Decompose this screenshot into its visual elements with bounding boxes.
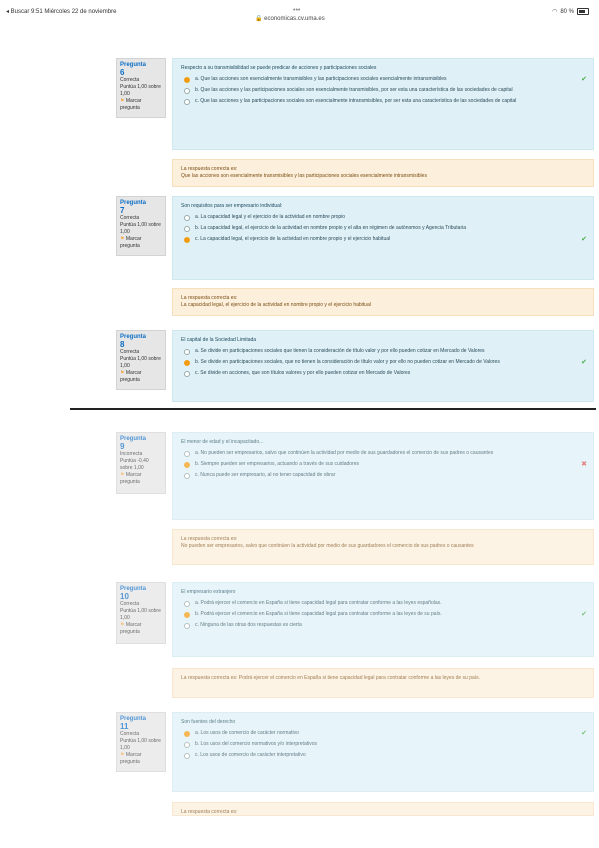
question-state: Correcta — [120, 601, 140, 607]
flag-question-link[interactable] — [120, 472, 162, 486]
answer-option[interactable] — [181, 236, 585, 243]
question-label: Pregunta — [120, 200, 147, 206]
answer-text: b. Que las acciones y las participaciones sociales son esencialmente transmisibles, por ser esta una característica de las sociedades de capital — [195, 87, 513, 93]
question-box — [172, 432, 594, 520]
status-left: ◂ Buscar 9:51 Miércoles 22 de noviembre — [6, 9, 117, 15]
battery-level: 80 % — [560, 8, 574, 15]
flag-question-link[interactable] — [120, 236, 162, 250]
feedback-title: La respuesta correcta es: — [181, 809, 238, 815]
flag-label: Marcar pregunta — [120, 98, 142, 111]
radio-icon[interactable] — [184, 371, 190, 377]
flag-question-link[interactable] — [120, 752, 162, 766]
question-info — [116, 432, 166, 494]
feedback-box — [172, 288, 594, 316]
url-bar[interactable]: 🔒 economicas.cv.uma.es — [255, 16, 325, 22]
answer-option[interactable] — [181, 461, 585, 468]
question-box — [172, 196, 594, 280]
feedback-answer: No pueden ser empresarios, salvo que continúen la actividad por medio de sus guardadores el comercio de sus padres o causantes — [181, 543, 474, 549]
question-info — [116, 196, 166, 256]
check-icon: ✔ — [581, 611, 587, 618]
flag-icon: ⚑ — [120, 622, 125, 628]
answer-text: b. La capacidad legal, el ejercicio de la actividad en nombre propio y el alta en régimen de autónomos y Agencia Tributaria — [195, 225, 466, 231]
answer-text: c. Que las acciones y las participaciones sociales son esencialmente intransmisibles, por ser esta una característica de las sociedades de capital — [195, 98, 517, 104]
answer-option[interactable] — [181, 370, 585, 377]
question-score: Puntúa 1,00 sobre 1,00 — [120, 738, 161, 751]
answer-text: c. Ninguna de las otras dos respuestas es cierta — [195, 622, 302, 628]
question-score: Puntúa 1,00 sobre 1,00 — [120, 222, 161, 235]
radio-icon[interactable] — [184, 349, 190, 355]
question-text: El capital de la Sociedad Limitada — [181, 337, 257, 343]
question-info — [116, 58, 166, 118]
answer-option[interactable] — [181, 214, 585, 221]
radio-selected-icon[interactable] — [184, 462, 190, 468]
question-text: El empresario extranjero — [181, 589, 236, 595]
question-num: 10 — [120, 592, 129, 601]
question-text: Son fuentes del derecho — [181, 719, 236, 725]
question-info — [116, 712, 166, 772]
question-label: Pregunta — [120, 334, 147, 340]
answer-option[interactable] — [181, 611, 585, 618]
flag-label: Marcar pregunta — [120, 236, 142, 249]
radio-selected-icon[interactable] — [184, 77, 190, 83]
question-score: Puntúa 1,00 sobre 1,00 — [120, 84, 161, 97]
question-label: Pregunta — [120, 436, 147, 442]
feedback-answer: Que las acciones son esencialmente transmisibles y las participaciones sociales esencialmente intransmisibles — [181, 173, 427, 179]
question-number — [120, 62, 162, 77]
answer-text: b. Se divide en participaciones sociales, que no tienen la consideración de título valor y por ello no pueden cotizar en Mercado de Valores — [195, 359, 500, 365]
question-num: 11 — [120, 722, 129, 731]
check-icon: ✔ — [581, 730, 587, 737]
answer-option[interactable] — [181, 472, 585, 479]
radio-selected-icon[interactable] — [184, 612, 190, 618]
question-state: Incorrecta — [120, 451, 143, 457]
question-num: 6 — [120, 68, 125, 77]
check-icon: ✔ — [581, 236, 587, 243]
question-score: Puntúa -0,40 sobre 1,00 — [120, 458, 149, 471]
flag-question-link[interactable] — [120, 370, 162, 384]
question-box — [172, 330, 594, 402]
answer-option[interactable] — [181, 600, 585, 607]
question-num: 7 — [120, 206, 125, 215]
battery-icon — [577, 8, 589, 15]
flag-icon: ⚑ — [120, 370, 125, 376]
flag-icon: ⚑ — [120, 98, 125, 104]
check-icon: ✔ — [581, 76, 587, 83]
answer-text: c. Los usos de comercio de carácter interpretativo — [195, 752, 306, 758]
check-icon: ✔ — [581, 359, 587, 366]
question-number — [120, 586, 162, 601]
flag-label: Marcar pregunta — [120, 472, 142, 485]
feedback-title: La respuesta correcta es: — [181, 295, 238, 301]
status-bar — [0, 0, 599, 36]
question-info — [116, 582, 166, 644]
radio-selected-icon[interactable] — [184, 360, 190, 366]
radio-icon[interactable] — [184, 601, 190, 607]
answer-text: c. Nunca puede ser empresario, al no tener capacidad de obrar — [195, 472, 336, 478]
flag-question-link[interactable] — [120, 98, 162, 112]
feedback-box — [172, 668, 594, 698]
answer-option[interactable] — [181, 87, 585, 94]
answer-text: b. Los usos del comercio normativos y/o interpretativos — [195, 741, 317, 747]
question-label: Pregunta — [120, 62, 147, 68]
answer-option[interactable] — [181, 741, 585, 748]
feedback-box — [172, 802, 594, 816]
feedback-title: La respuesta correcta es: — [181, 166, 238, 172]
feedback-answer: La respuesta correcta es: Podrá ejercer el comercio en España si tiene capacidad legal para contratar conforme a las leyes de su país. — [181, 675, 481, 681]
question-score: Puntúa 1,00 sobre 1,00 — [120, 356, 161, 369]
flag-icon: ⚑ — [120, 472, 125, 478]
question-box — [172, 58, 594, 150]
radio-icon[interactable] — [184, 88, 190, 94]
question-text: Son requisitos para ser empresario individual: — [181, 203, 283, 209]
radio-icon[interactable] — [184, 753, 190, 759]
answer-option[interactable] — [181, 450, 585, 457]
question-number — [120, 716, 162, 731]
flag-label: Marcar pregunta — [120, 370, 142, 383]
wifi-icon: ◠ — [552, 9, 558, 15]
feedback-box — [172, 529, 594, 565]
question-info — [116, 330, 166, 390]
answer-option[interactable] — [181, 348, 585, 355]
question-box — [172, 712, 594, 792]
radio-selected-icon[interactable] — [184, 731, 190, 737]
question-num: 8 — [120, 340, 125, 349]
question-state: Correcta — [120, 77, 140, 83]
cross-icon: ✖ — [581, 461, 587, 468]
answer-option[interactable] — [181, 225, 585, 232]
flag-label: Marcar pregunta — [120, 752, 142, 765]
question-state: Correcta — [120, 731, 140, 737]
question-state: Correcta — [120, 215, 140, 221]
question-label: Pregunta — [120, 716, 147, 722]
answer-option[interactable] — [181, 359, 585, 366]
more-dots-icon[interactable]: ••• — [293, 7, 301, 14]
question-box — [172, 582, 594, 657]
radio-icon[interactable] — [184, 473, 190, 479]
flag-label: Marcar pregunta — [120, 622, 142, 635]
answer-text: a. Se divide en participaciones sociales que tienen la consideración de título valor y por ello pueden cotizar en Mercado de Valores — [195, 348, 485, 354]
answer-text: a. Podrá ejercer el comercio en España si tiene capacidad legal para contratar conforme a las leyes españolas. — [195, 600, 442, 606]
feedback-box — [172, 159, 594, 187]
radio-selected-icon[interactable] — [184, 237, 190, 243]
answer-option[interactable] — [181, 752, 585, 759]
question-number — [120, 436, 162, 451]
radio-icon[interactable] — [184, 742, 190, 748]
answer-option[interactable] — [181, 76, 585, 83]
answer-text: a. No pueden ser empresarios, salvo que continúen la actividad por medio de sus guardadores el comercio de sus padres o causantes — [195, 450, 494, 456]
answer-text: c. La capacidad legal, el ejercicio de la actividad en nombre propio y el ejercicio habitual — [195, 236, 391, 242]
radio-icon[interactable] — [184, 226, 190, 232]
answer-option[interactable] — [181, 622, 585, 629]
feedback-title: La respuesta correcta es: — [181, 536, 238, 542]
screenshot-divider — [70, 408, 596, 410]
status-right — [552, 8, 589, 15]
question-num: 9 — [120, 442, 125, 451]
radio-icon[interactable] — [184, 623, 190, 629]
radio-icon[interactable] — [184, 215, 190, 221]
answer-text: b. Siempre pueden ser empresarios, actuando a través de sus cuidadores — [195, 461, 359, 467]
question-state: Correcta — [120, 349, 140, 355]
answer-text: b. Podrá ejercer el comercio en España si tiene capacidad legal para contratar conforme a las leyes de su país. — [195, 611, 442, 617]
flag-question-link[interactable] — [120, 622, 162, 636]
flag-icon: ⚑ — [120, 236, 125, 242]
question-number — [120, 200, 162, 215]
question-text: El menor de edad y el incapacitado... — [181, 439, 264, 445]
radio-icon[interactable] — [184, 99, 190, 105]
answer-text: a. Los usos de comercio de carácter normativo — [195, 730, 299, 736]
radio-icon[interactable] — [184, 451, 190, 457]
answer-option[interactable] — [181, 730, 585, 737]
answer-text: a. Que las acciones son esencialmente transmisibles y las participaciones sociales esencialmente intransmisibles — [195, 76, 447, 82]
question-label: Pregunta — [120, 586, 147, 592]
answer-option[interactable] — [181, 98, 585, 105]
question-score: Puntúa 1,00 sobre 1,00 — [120, 608, 161, 621]
answer-text: a. La capacidad legal y el ejercicio de la actividad en nombre propio — [195, 214, 346, 220]
flag-icon: ⚑ — [120, 752, 125, 758]
feedback-answer: La capacidad legal, el ejercicio de la actividad en nombre propio y el ejercicio habitual — [181, 302, 371, 308]
question-number — [120, 334, 162, 349]
answer-text: c. Se divide en acciones, que son títulos valores y por ello pueden cotizar en Mercado de Valores — [195, 370, 411, 376]
question-text: Respecto a su transmisibilidad se puede predicar de acciones y participaciones sociales — [181, 65, 377, 71]
